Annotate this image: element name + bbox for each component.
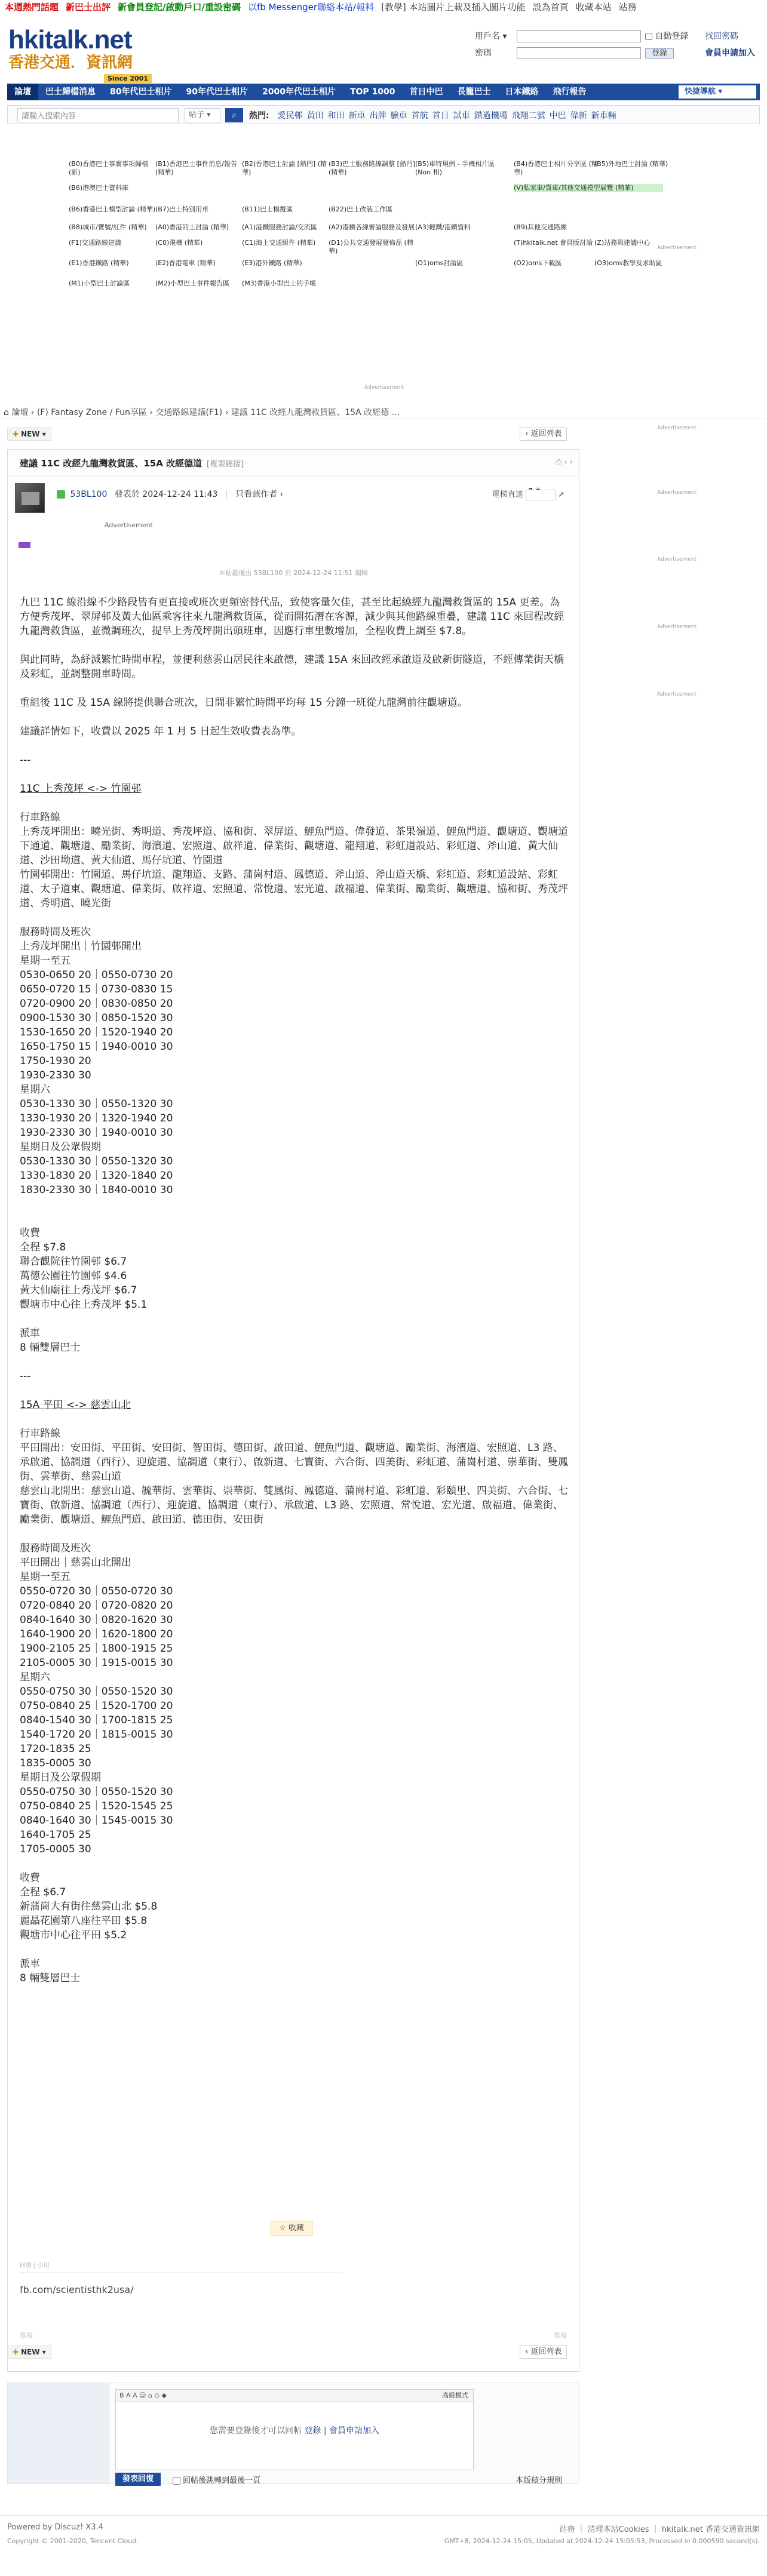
post-title-text: 建議 11C 改經九龍灣救貨區、15A 改經德道 [20, 458, 203, 469]
top-strip-link[interactable]: 以fb Messenger聯絡本站/報料 [248, 2, 375, 13]
logo-text: hkitalk.net [8, 25, 132, 54]
forgot-password-link[interactable]: 找回密碼 [705, 32, 738, 41]
top-strip-link[interactable]: 本週熱門話題 [5, 2, 59, 13]
author-only-link[interactable]: 只看該作者 [235, 490, 278, 499]
breadcrumb [0, 406, 767, 419]
nav-item[interactable]: 長籠巴士 [457, 87, 491, 97]
report-link[interactable]: 舉報 [554, 2332, 567, 2340]
forum-link[interactable]: (B7)巴士特別用車 [155, 205, 209, 213]
copyright: Copyright © 2001-2020, Tencent Cloud. [7, 2537, 139, 2545]
post-text-line: 8 輛雙層巴士 [20, 1972, 81, 1984]
quick-nav-button[interactable] [679, 85, 756, 99]
forum-link[interactable]: (C1)海上交通組件 (精華) [242, 239, 316, 247]
blank-line [20, 1942, 569, 1957]
login-required-message: 您需要登錄後才可以回帖 登錄 | 會員申請加入 [209, 2426, 380, 2436]
search-scope-select[interactable]: 帖子 ▾ [185, 108, 220, 122]
chevron-right-icon: › [280, 490, 284, 499]
top-strip-link[interactable]: [教學] 本站圖片上載及插入圖片功能 [381, 2, 526, 13]
new-post-button[interactable] [7, 428, 51, 441]
forum-link[interactable]: (F1)交通路線建議 [69, 239, 121, 247]
login-panel [475, 30, 762, 72]
forum-link[interactable]: (B4)香港巴士相片分享區 (精華) [514, 160, 598, 176]
favorite-button[interactable] [271, 2221, 312, 2236]
search-scope-value: 帖子 [189, 110, 205, 119]
post-text-line: 0840-1640 30｜0820-1620 30 [20, 1614, 173, 1626]
register-link[interactable]: 會員申請加入 [705, 48, 755, 58]
forum-link[interactable]: (E2)香港電車 (精華) [155, 259, 216, 267]
avatar[interactable] [15, 483, 45, 513]
post-date: 發表於 2024-12-24 11:43 [114, 490, 218, 499]
reply-register-link[interactable]: 會員申請加入 [329, 2426, 380, 2436]
forum-link[interactable]: (B9)其他交通路線 [514, 223, 567, 231]
signature-divider [20, 2272, 342, 2273]
author-name[interactable]: 53BL100 [70, 490, 108, 499]
post-text-line: 麗晶花園第八座往平田 $5.8 [20, 1915, 148, 1927]
post-text-line: 派車 [20, 1327, 40, 1339]
new-label: NEW [21, 430, 40, 438]
post-text-line: 新蒲崗大有街往慈雲山北 $5.8 [20, 1901, 158, 1913]
route-heading: 11C 上秀茂坪 <-> 竹園邨 [20, 783, 142, 795]
post-text-line: 1900-2105 25｜1800-1915 25 [20, 1643, 173, 1655]
top-strip-link[interactable]: 新巴士出評 [66, 2, 111, 13]
ad-label: Advertisement [657, 691, 697, 697]
post-footer [8, 2331, 579, 2343]
star-icon: ☆ [279, 2224, 286, 2233]
site-footer [0, 2515, 767, 2551]
post-text-line: 平田開出｜慈雲山北開出 [20, 1557, 131, 1569]
quick-nav-label: 快捷導航 [685, 87, 716, 96]
post-tools [556, 458, 573, 467]
send-reply-button[interactable]: 發表回復 [115, 2473, 161, 2486]
forum-link[interactable]: (B8)城市/寶號/紅件 (精華) [69, 223, 147, 231]
post-text-line: 1750-1930 20 [20, 1055, 91, 1067]
forum-link[interactable]: (B11)巴士模擬區 [242, 205, 293, 213]
edit-note: 本帖最後由 53BL100 於 2024-12-24 11:51 編輯 [219, 569, 368, 577]
post-text-line: 平田開出：安田街、平田街、安田街、智田街、德田街、啟田道、鯉魚門道、觀塘道、勵業街、海濱道、宏照道、L3 路、承啟道、協調道（西行）、迎旋道、協調道（東行）、啟新道、七寶街、六合街、四美街、彩虹道、蒲崗村道、崇華街、雙鳳街、雲華街、慈雲山道 [20, 1442, 568, 1483]
reply-avatar-area [8, 2383, 109, 2483]
chevron-down-icon: ▾ [502, 32, 507, 41]
nav-item[interactable]: 飛行報告 [553, 87, 587, 97]
footer-links[interactable]: 站務 ｜ 清理本站Cookies ｜ hkitalk.net 香港交通資訊網 [559, 2525, 760, 2534]
forum-link[interactable]: (B6)港澳巴士資料庫 [69, 184, 129, 192]
post-text-line: 派車 [20, 1958, 40, 1970]
post-text-line: 1830-2330 30｜1840-0010 30 [20, 1184, 173, 1196]
post-text-line: 1930-2330 30｜1940-0010 30 [20, 1127, 173, 1139]
route-heading: 15A 平田 <-> 慈雲山北 [20, 1399, 131, 1411]
post-text-line: 0650-0720 15｜0730-0830 15 [20, 983, 173, 995]
post-text-line: 1330-1930 20｜1320-1940 20 [20, 1112, 173, 1124]
ad-label: Advertisement [657, 425, 697, 431]
ad-label: Advertisement [657, 624, 697, 630]
floor-jump [492, 488, 564, 500]
blank-line [20, 1197, 569, 1212]
hot-label: 熱門: [249, 111, 269, 121]
hot-keyword-link[interactable]: 新車輛 [591, 111, 616, 121]
back-label: 返回列表 [530, 2347, 562, 2356]
post-text-line: 1720-1835 25 [20, 1743, 91, 1755]
forum-link[interactable]: (M1)小型巴士討論區 [69, 279, 130, 287]
forum-link[interactable]: (E1)香港鐵路 (精華) [69, 259, 129, 267]
plus-icon: ✚ [13, 430, 19, 438]
ad-label: Advertisement [657, 557, 697, 562]
username-label: 用戶名 [475, 32, 500, 41]
powered-by: Powered by Discuz! X3.4 [7, 2523, 104, 2532]
logo-subtitle: 香港交通．資訊網 [8, 54, 133, 72]
ad-label: Advertisement [657, 245, 697, 251]
forum-link[interactable]: (M2)小型巴士事件報告區 [155, 279, 230, 287]
chevron-down-icon: ▾ [718, 87, 723, 96]
post-text-line: 萬德公園往竹園邨 $4.6 [20, 1270, 127, 1282]
blank-line [20, 767, 569, 782]
return-after-label: 回帖後跳轉到最後一頁 [183, 2476, 261, 2485]
jump-input[interactable] [526, 490, 556, 500]
ad-label: Advertisement [657, 490, 697, 496]
post-text-line: 觀塘市中心往上秀茂坪 $5.1 [20, 1299, 148, 1311]
post-text-line: 0550-0750 30｜0550-1520 30 [20, 1686, 173, 1698]
plus-icon: ✚ [13, 2348, 19, 2356]
report-link[interactable]: 舉報 [20, 2332, 33, 2340]
forum-link[interactable]: (A2)港鐵各線審論服務及發展 [329, 223, 415, 231]
nav-item[interactable]: 首日中巴 [409, 87, 443, 97]
nav-item[interactable]: 90年代巴士相片 [186, 87, 248, 97]
forum-link[interactable]: (B5)外地巴士討論 (精華) [594, 160, 668, 168]
editor-toolbar-icons[interactable]: B A A ☺ ⌂ ◇ ◆ [119, 2391, 167, 2399]
forum-link[interactable]: (A1)港鐵服務討論/交流區 [242, 223, 317, 231]
forum-link[interactable]: (O2)oms下載區 [514, 259, 562, 267]
post-text-line: 0720-0840 20｜0720-0820 20 [20, 1600, 173, 1612]
back-arrow-icon: ‹ [525, 429, 529, 438]
breadcrumb-path[interactable]: 論壇 › (F) Fantasy Zone / Fun享區 › 交通路線建議(F1) › 建議 11C 改經九龍灣救貨區、15A 改經德 ... [11, 408, 400, 417]
forum-link[interactable]: (B5)車特規例 - 手機相片區(Non 相) [415, 160, 495, 176]
new-label: NEW [21, 2348, 40, 2356]
forum-link[interactable]: (B0)香港巴士事實事項歸檔 (新) [69, 160, 149, 176]
nav-item[interactable]: 巴士歸檔消息 [45, 87, 96, 97]
blank-line [20, 911, 569, 925]
post-text-line: 星期一至五 [20, 955, 70, 967]
post-text-line: --- [20, 754, 31, 766]
back-to-list-button[interactable] [520, 428, 567, 441]
hot-keyword-link[interactable]: 試車 [453, 111, 470, 121]
username-input[interactable] [517, 30, 641, 42]
post-text-line: 1650-1750 15｜1940-0010 30 [20, 1041, 173, 1053]
post-text-line: 九巴 11C 線沿線不少路段皆有更直接或班次更頻密替代品，致使客量欠佳，甚至比起繞經九龍灣救貨區的 15A 更差。為方便秀茂坪、翠屏邨及黃大仙區乘客往來九龍灣救貨區，從而開拓潛在客源，減少與其他路線重疊，建議 11C 來回程改經九龍灣救貨區，並微調班次，提早上秀茂坪開出頭班車，因應行車里數增加，全程收費上調至 $7.8。 [20, 597, 564, 637]
post-text-line: 星期一至五 [20, 1571, 70, 1583]
hot-keyword-link[interactable]: 驗車 [390, 111, 407, 121]
site-logo[interactable] [8, 26, 158, 92]
post-text-line: 1705-0005 30 [20, 1843, 91, 1855]
forum-link[interactable]: (A0)香港的士討論 (精華) [155, 223, 229, 231]
post-text-line: 0750-0840 25｜1520-1545 25 [20, 1800, 173, 1812]
fav-label: 收藏 [288, 2224, 304, 2233]
quick-reply-box [7, 2383, 579, 2484]
hot-keyword-link[interactable]: 和田 [327, 111, 345, 121]
copy-link-button[interactable]: [複製鏈接] [207, 460, 244, 469]
post-text-line: 0530-1330 30｜0550-1320 30 [20, 1155, 173, 1167]
hot-keyword-link[interactable]: 黃田 [306, 111, 324, 121]
post-text-line: 0530-1330 30｜0550-1320 30 [20, 1098, 173, 1110]
post-text-line: --- [20, 1370, 31, 1382]
password-input[interactable] [517, 47, 641, 59]
inline-ad-label: Advertisement [105, 521, 153, 529]
post-text-line: 服務時間及班次 [20, 1542, 91, 1554]
post-meta: 53BL100 發表於 2024-12-24 11:43 | 只看該作者 › [57, 488, 283, 500]
medal-icon [19, 542, 30, 548]
forum-link[interactable]: (C0)飛機 (精華) [155, 239, 203, 247]
print-icon[interactable]: ⎙ [555, 458, 562, 467]
blank-line [20, 1412, 569, 1427]
blank-line [20, 1384, 569, 1398]
forum-link-grid [69, 160, 666, 339]
post-text-line: 0550-0720 30｜0550-0720 30 [20, 1585, 173, 1597]
hot-keyword-link[interactable]: 新車 [348, 111, 366, 121]
post-container [7, 449, 579, 2372]
hot-keyword-link[interactable]: 愛民邨 [277, 111, 303, 121]
post-author-row [15, 481, 576, 517]
forum-link[interactable]: (Z)站務與建議中心 [594, 239, 651, 247]
credit-rules-link[interactable]: 本版積分規則 [516, 2476, 563, 2485]
search-button[interactable] [225, 108, 243, 122]
post-text-line: 1930-2330 30 [20, 1069, 91, 1081]
post-text-line: 星期六 [20, 1084, 50, 1096]
blank-line [20, 1312, 569, 1326]
blank-line [20, 1212, 569, 1226]
password-label: 密碼 [475, 48, 492, 58]
top-announcement-strip [0, 0, 767, 14]
blank-line [20, 1355, 569, 1369]
post-text-line: 1530-1650 20｜1520-1940 20 [20, 1026, 173, 1038]
arrow-icon[interactable]: ➚ [558, 490, 564, 499]
forum-link[interactable]: (A3)輕鐵/港鐵資料 [415, 223, 471, 231]
post-text-line: 觀塘市中心往平田 $5.2 [20, 1929, 127, 1941]
forum-link[interactable]: (B1)香港巴士事件消息/報告 (精華) [155, 160, 237, 176]
nav-item[interactable]: TOP 1000 [349, 87, 395, 97]
prev-thread-icon[interactable]: ‹ [564, 458, 567, 467]
editor-toolbar [116, 2390, 473, 2402]
post-title [20, 457, 244, 469]
hot-keyword-link[interactable]: 首日 [432, 111, 449, 121]
auto-login-checkbox[interactable] [645, 33, 652, 40]
post-text-line: 行車路線 [20, 1428, 60, 1440]
post-text-line: 0900-1530 30｜0850-1520 30 [20, 1012, 173, 1024]
top-strip-link[interactable]: 新會員登記/啟動戶口/重設密碼 [118, 2, 241, 13]
forum-link[interactable]: (M3)香港小型巴士的手帳 [242, 279, 317, 287]
blank-line [20, 710, 569, 724]
forum-link[interactable]: (D1)公共交通發展發佈品 (精華) [329, 239, 413, 255]
advanced-mode-link[interactable]: 高級模式 [442, 2391, 468, 2399]
post-title-bar [8, 450, 579, 477]
site-header [0, 17, 767, 82]
post-text-line: 0720-0900 20｜0830-0850 20 [20, 998, 173, 1010]
ad-label: Advertisement [364, 385, 404, 391]
blank-line [20, 739, 569, 753]
forum-link[interactable]: (O3)oms教學及求助區 [594, 259, 662, 267]
post-text-line: 0840-1640 30｜1545-0015 30 [20, 1815, 173, 1827]
chevron-down-icon: ▾ [42, 2348, 46, 2356]
post-text-line: 重組後 11C 及 15A 線將提供聯合班次，日間非繁忙時間平均每 15 分鐘一班從九龍灣前往觀塘道。 [20, 697, 468, 709]
post-text-line: 0550-0750 30｜0550-1520 30 [20, 1786, 173, 1798]
avatar-image [22, 492, 39, 505]
nav-item[interactable]: 日本鐵路 [505, 87, 539, 97]
post-text-line: 上秀茂坪開出：曉光街、秀明道、秀茂坪道、協和街、翠屏道、鯉魚門道、偉發道、茶果嶺道、鯉魚門道、觀塘道、觀塘道下通道、觀塘道、勵業街、海濱道、宏照道、啟祥道、偉業街、觀塘道、龍翔道、彩虹道設站、彩虹道、斧山道、黃大仙道、沙田坳道、黃大仙道、馬仔坑道、竹園道 [20, 826, 568, 866]
search-icon: ⌕ [232, 110, 237, 120]
blank-line [20, 1527, 569, 1541]
post-text-line: 1640-1705 25 [20, 1829, 91, 1841]
post-text-line: 0840-1540 30｜1700-1815 25 [20, 1714, 173, 1726]
reply-quote-links[interactable]: 回復 | 引用 [20, 2263, 50, 2269]
forum-link[interactable]: (B3)巴士服務路線調整 [熱門] (精華) [329, 160, 416, 176]
hot-keywords [249, 109, 616, 121]
post-text-line: 黃大仙廟往上秀茂坪 $6.7 [20, 1284, 137, 1296]
blank-line [20, 796, 569, 810]
chevron-down-icon: ▾ [42, 430, 46, 438]
hot-keyword-link[interactable]: 首航 [411, 111, 428, 121]
post-text-line: 全程 $7.8 [20, 1241, 66, 1253]
post-text-line: 1540-1720 20｜1815-0015 30 [20, 1729, 173, 1741]
post-text-line: 行車路線 [20, 811, 60, 823]
next-thread-icon[interactable]: › [569, 458, 573, 467]
post-text-line: 1835-0005 30 [20, 1757, 91, 1769]
logo-since-badge: Since 2001 [104, 74, 152, 83]
hot-keyword-link[interactable]: 飛翔二號 [511, 111, 545, 121]
blank-line [20, 638, 569, 653]
hot-keyword-link[interactable]: 偉新 [570, 111, 587, 121]
post-text-line: 上秀茂坪開出｜竹園邨開出 [20, 940, 142, 952]
nav-item[interactable]: 論壇 [7, 84, 38, 100]
post-text-line: 全程 $6.7 [20, 1886, 66, 1898]
reply-login-link[interactable]: 登錄 [304, 2426, 321, 2436]
return-after-option [173, 2474, 260, 2485]
return-after-checkbox[interactable] [173, 2477, 180, 2485]
blank-line [20, 681, 569, 696]
nav-item[interactable]: 2000年代巴士相片 [262, 87, 336, 97]
footer-timestamp: GMT+8, 2024-12-24 15:05, Updated at 2024-12-24 15:05:53, Processed in 0.000590 second(s). [444, 2537, 760, 2545]
post-text-line: 慈雲山北開出：慈雲山道、毓華街、雲華街、崇華街、雙鳳街、鳳德道、蒲崗村道、彩虹道、彩頤里、四美街、六合街、七寶街、啟新道、協調道（西行）、迎旋道、協調道（東行）、承啟道、L3 路、宏照道、常悅道、宏光道、啟福道、偉業街、勵業街、觀塘道、鯉魚門道、啟田道、德田街、安田街 [20, 1485, 568, 1526]
hot-keyword-link[interactable]: 出牌 [369, 111, 386, 121]
post-text-line: 服務時間及班次 [20, 926, 91, 938]
auto-login-label: 自動登錄 [655, 32, 689, 41]
login-required-text: 您需要登錄後才可以回帖 [209, 2426, 302, 2436]
nav-item[interactable]: 80年代巴士相片 [110, 87, 172, 97]
forum-link[interactable]: (B22)巴士改裝工作區 [329, 205, 393, 213]
reply-actions [115, 2473, 581, 2487]
post-text-line: 聯合觀院往竹園邨 $6.7 [20, 1256, 127, 1268]
post-text-line: 星期六 [20, 1671, 50, 1683]
main-navbar [7, 84, 760, 100]
post-text-line: 1330-1830 20｜1320-1840 20 [20, 1170, 173, 1182]
jump-label: 電梯直達 [492, 490, 523, 499]
top-strip-link[interactable]: 站務 [618, 2, 637, 13]
post-text-line: 0530-0650 20｜0550-0730 20 [20, 969, 173, 981]
post-text-line: 0750-0840 25｜1520-1700 20 [20, 1700, 173, 1712]
online-status-icon [57, 490, 65, 499]
post-text-line: 收費 [20, 1872, 40, 1884]
forum-link[interactable]: (E3)港外鐵路 (精華) [242, 259, 302, 267]
back-arrow-icon: ‹ [525, 2347, 529, 2356]
new-post-button[interactable] [7, 2346, 51, 2359]
search-bar [7, 105, 760, 124]
post-text-line: 星期日及公眾假期 [20, 1772, 101, 1784]
forum-link[interactable]: (T)hkitalk.net 會員版討論 [514, 239, 593, 247]
top-strip-link[interactable]: 收藏本站 [575, 2, 612, 13]
post-text-line: 與此同時，為紓減繁忙時間車程，並便利慈雲山居民往來啟德，建議 15A 來回改經承啟道及啟新街隧道，不經傳業街天橋及彩虹，並調整開車時間。 [20, 654, 564, 680]
login-button[interactable]: 登錄 [645, 48, 674, 59]
search-input[interactable] [17, 108, 179, 122]
forum-link[interactable]: (B6)香港巴士模型討論 (精華) [69, 205, 156, 213]
top-strip-link[interactable]: 設為首頁 [532, 2, 569, 13]
post-text-line: 1640-1900 20｜1620-1800 20 [20, 1628, 173, 1640]
post-content [20, 595, 569, 1985]
forum-link[interactable]: (B2)香港巴士討論 [熱門] (精華) [242, 160, 327, 176]
post-text-line: 2105-0005 30｜1915-0015 30 [20, 1657, 173, 1669]
post-text-line: 8 輛雙層巴士 [20, 1342, 81, 1354]
post-text-line: 建議詳情如下，收費以 2025 年 1 月 5 日起生效收費表為準。 [20, 726, 302, 737]
forum-link[interactable]: (O1)oms討論區 [415, 259, 464, 267]
hot-keyword-link[interactable]: 錯過機場 [474, 111, 508, 121]
hot-keyword-link[interactable]: 中巴 [549, 111, 566, 121]
post-text-line: 竹園邨開出：竹園道、馬仔坑道、龍翔道、支路、蒲崗村道、鳳德道、斧山道、斧山道天橋、彩虹道、彩虹道設站、彩虹道、太子道東、觀塘道、偉業街、啟祥道、宏照道、常悅道、宏光道、啟福道、偉業街、勵業街、觀塘道、協和街、秀茂坪道、秀明道、曉光街 [20, 869, 568, 909]
back-to-list-button[interactable] [520, 2346, 567, 2359]
home-icon[interactable]: ⌂ [4, 408, 9, 417]
signature[interactable]: fb.com/scientisthk2usa/ [20, 2284, 134, 2295]
reply-editor[interactable] [115, 2389, 474, 2470]
forum-link[interactable]: (V)私家車/貨車/其他交通模型展覽 (精華) [514, 184, 663, 192]
post-text-line: 星期日及公眾假期 [20, 1141, 101, 1153]
blank-line [20, 1856, 569, 1871]
post-text-line: 收費 [20, 1227, 40, 1239]
back-label: 返回列表 [530, 429, 562, 438]
